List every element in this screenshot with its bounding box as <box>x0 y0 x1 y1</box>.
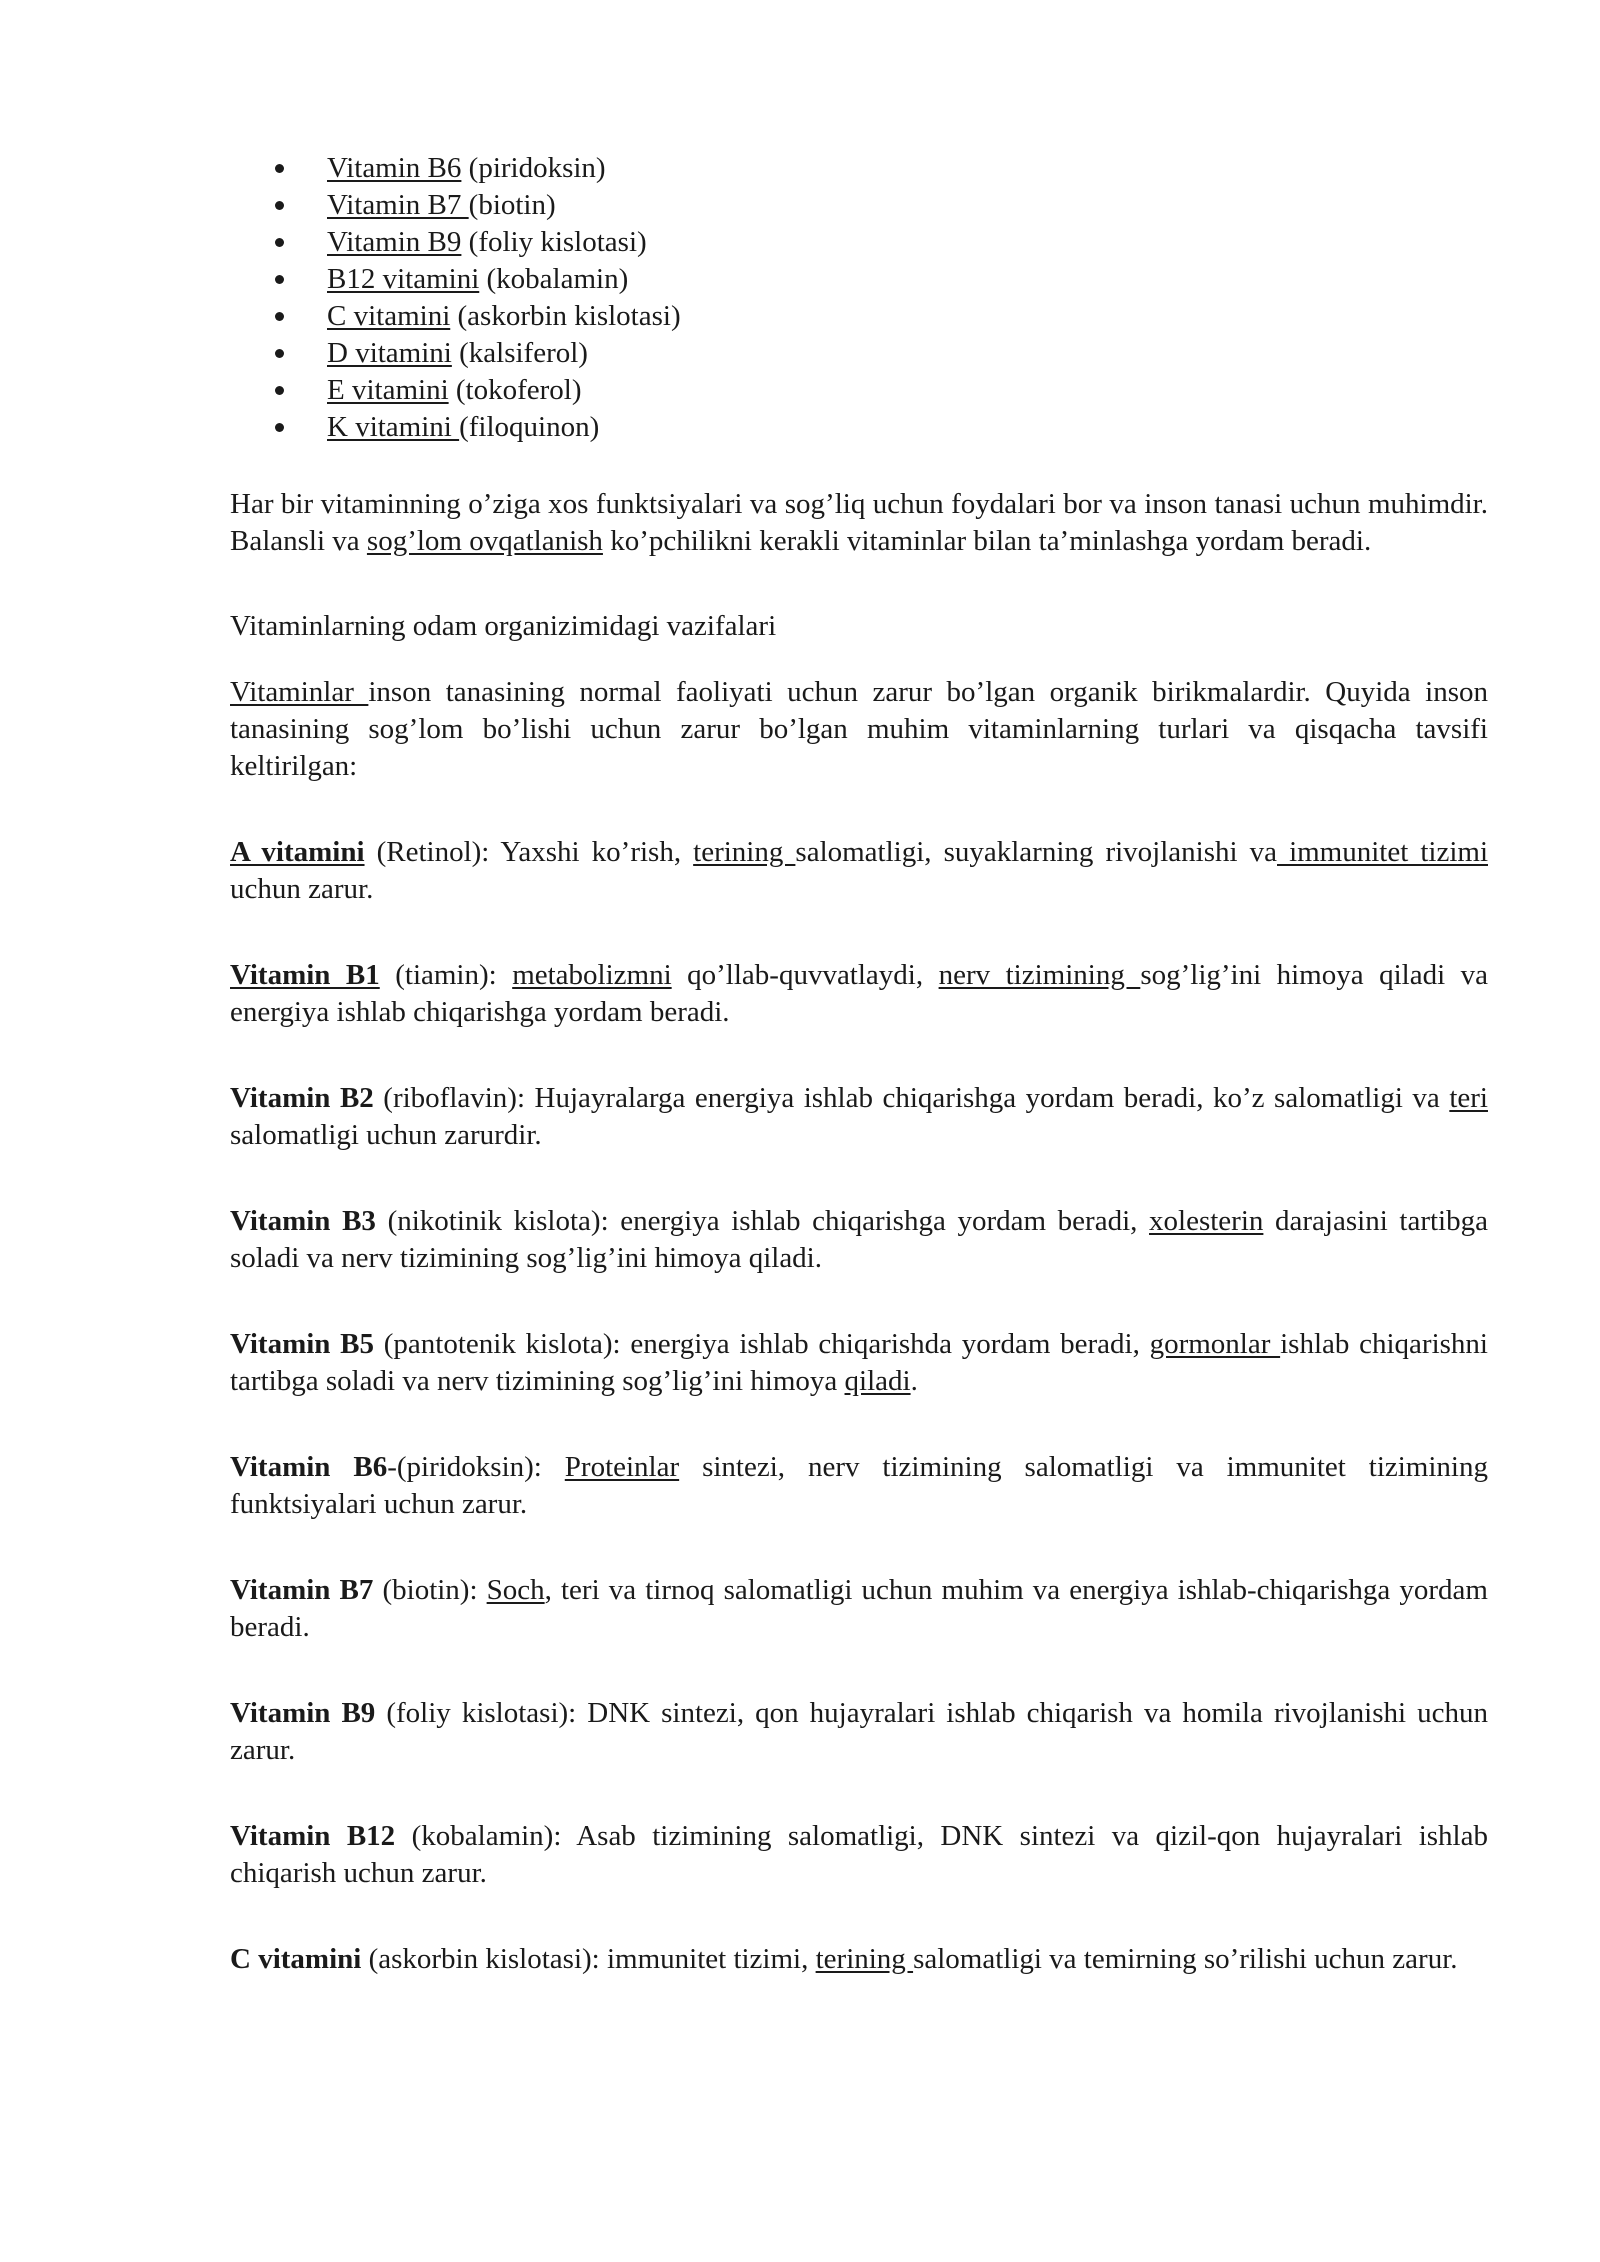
description-text: (Retinol): Yaxshi ko’rish, <box>364 836 694 868</box>
vitamin-link[interactable]: C vitamini <box>327 300 451 332</box>
vitamin-link[interactable]: Vitamin B9 <box>327 226 462 258</box>
bullet-icon <box>275 275 284 284</box>
description-text: salomatligi va temirning so’rilishi uchun zarur. <box>913 1943 1458 1975</box>
vitamin-b3-description <box>230 1203 1488 1277</box>
vitamin-b12-description <box>230 1818 1488 1892</box>
description-text: sog’lig’ini himoya qiladi va energiya ishlab chiqarishga yordam beradi. <box>230 959 1488 1028</box>
intro-text: Har bir vitaminning o’ziga xos funktsiyalari va sog’liq uchun foydalari bor va inson tanasi uchun muhimdir. Balansli va <box>230 488 1488 557</box>
vitamin-b6-title: Vitamin B6 <box>230 1451 388 1483</box>
description-text: (kobalamin): Asab tizimining salomatligi, DNK sintezi va qizil-qon hujayralari ishlab chiqarish uchun zarur. <box>230 1820 1488 1889</box>
lead-text: inson tanasining normal faoliyati uchun zarur bo’lgan organik birikmalardir. Quyida inson tanasining sog’lom bo’lishi uchun zarur bo’lgan muhim vitaminlarning turlari va qisqacha tavsifi keltirilgan: <box>230 676 1488 782</box>
description-text: salomatligi, suyaklarning rivojlanishi va <box>795 836 1277 868</box>
metabolism-link[interactable]: metabolizmni <box>512 959 672 991</box>
vitamin-a-title[interactable]: A vitamini <box>230 836 365 868</box>
list-item-text: (biotin) <box>468 189 556 221</box>
vitamin-b1-title[interactable]: Vitamin B1 <box>230 959 380 991</box>
vitamin-c-description <box>230 1941 1488 1978</box>
description-text: , teri va tirnoq salomatligi uchun muhim va energiya ishlab-chiqarishga yordam beradi. <box>230 1574 1488 1643</box>
description-text: -(piridoksin): <box>387 1451 565 1483</box>
vitamin-link[interactable]: Vitamin B7 <box>327 189 469 221</box>
document-page <box>230 150 1488 1978</box>
description-text: ishlab chiqarishni tartibga soladi va nerv tizimining sog’lig’ini himoya <box>230 1328 1488 1397</box>
bullet-icon <box>275 349 284 358</box>
bullet-icon <box>275 423 284 432</box>
description-text: . <box>910 1365 918 1397</box>
vitamin-b3-title: Vitamin B3 <box>230 1205 376 1237</box>
description-text: (askorbin kislotasi): immunitet tizimi, <box>361 1943 816 1975</box>
vitamin-link[interactable]: Vitamin B6 <box>327 152 462 184</box>
vitamin-list <box>230 150 1488 446</box>
vitamin-b9-description <box>230 1695 1488 1769</box>
hair-link[interactable]: Soch <box>486 1574 545 1606</box>
hormones-link[interactable]: gormonlar <box>1149 1328 1281 1360</box>
list-item <box>327 335 1488 372</box>
description-text: salomatligi uchun zarurdir. <box>230 1119 542 1151</box>
description-text: qo’llab-quvvatlaydi, <box>671 959 939 991</box>
vitamin-link[interactable]: K vitamini <box>327 411 460 443</box>
qiladi-link[interactable]: qiladi <box>844 1365 911 1397</box>
list-item <box>327 224 1488 261</box>
vitamin-b7-description <box>230 1572 1488 1646</box>
list-item <box>327 409 1488 446</box>
description-text: uchun zarur. <box>230 873 374 905</box>
healthy-eating-link[interactable]: sog’lom ovqatlanish <box>366 525 603 557</box>
nervous-system-link[interactable]: nerv tizimining <box>938 959 1141 991</box>
list-item-text: (kobalamin) <box>479 263 629 295</box>
list-item-text: (piridoksin) <box>461 152 606 184</box>
list-item-text: (filoquinon) <box>459 411 600 443</box>
vitamin-b9-title: Vitamin B9 <box>230 1697 376 1729</box>
list-item <box>327 187 1488 224</box>
description-text: (foliy kislotasi): DNK sintezi, qon hujayralari ishlab chiqarish va homila rivojlanishi uchun zarur. <box>230 1697 1488 1766</box>
vitamin-b6-description <box>230 1449 1488 1523</box>
list-item-text: (kalsiferol) <box>451 337 588 369</box>
description-text: (nikotinik kislota): energiya ishlab chiqarishga yordam beradi, <box>375 1205 1150 1237</box>
bullet-icon <box>275 164 284 173</box>
lead-paragraph <box>230 674 1488 785</box>
list-item-text: (tokoferol) <box>448 374 582 406</box>
immune-system-link[interactable]: immunitet tizimi <box>1277 836 1488 868</box>
intro-paragraph <box>230 486 1488 560</box>
cholesterol-link[interactable]: xolesterin <box>1149 1205 1264 1237</box>
vitamin-link[interactable]: B12 vitamini <box>327 263 480 295</box>
list-item-text: (askorbin kislotasi) <box>450 300 681 332</box>
list-item-text: (foliy kislotasi) <box>461 226 647 258</box>
list-item <box>327 150 1488 187</box>
bullet-icon <box>275 238 284 247</box>
vitamin-link[interactable]: D vitamini <box>327 337 452 369</box>
skin-link[interactable]: terining <box>815 1943 914 1975</box>
vitamin-b2-description <box>230 1080 1488 1154</box>
vitamin-b12-title: Vitamin B12 <box>230 1820 396 1852</box>
skin-link[interactable]: terining <box>693 836 796 868</box>
vitamin-b5-description <box>230 1326 1488 1400</box>
bullet-icon <box>275 312 284 321</box>
vitamin-b7-title: Vitamin B7 <box>230 1574 374 1606</box>
intro-text: ko’pchilikni kerakli vitaminlar bilan ta’minlashga yordam beradi. <box>602 525 1372 557</box>
description-text: (riboflavin): Hujayralarga energiya ishlab chiqarishga yordam beradi, ko’z salomatligi va <box>373 1082 1450 1114</box>
bullet-icon <box>275 201 284 210</box>
bullet-icon <box>275 386 284 395</box>
list-item <box>327 261 1488 298</box>
description-text: sintezi, nerv tizimining salomatligi va immunitet tizimining funktsiyalari uchun zarur. <box>230 1451 1488 1520</box>
section-heading: Vitaminlarning odam organizimidagi vazifalari <box>230 610 777 642</box>
vitamin-b2-title: Vitamin B2 <box>230 1082 374 1114</box>
description-text: (biotin): <box>373 1574 487 1606</box>
list-item <box>327 372 1488 409</box>
vitamin-b5-title: Vitamin B5 <box>230 1328 375 1360</box>
skin-link[interactable]: teri <box>1449 1082 1488 1114</box>
description-text: darajasini tartibga soladi va nerv tizimining sog’lig’ini himoya qiladi. <box>230 1205 1488 1274</box>
vitamins-link[interactable]: Vitaminlar <box>230 676 369 708</box>
list-item <box>327 298 1488 335</box>
description-text: (pantotenik kislota): energiya ishlab chiqarishda yordam beradi, <box>374 1328 1150 1360</box>
vitamin-link[interactable]: E vitamini <box>327 374 449 406</box>
vitamin-b1-description <box>230 957 1488 1031</box>
vitamin-c-title: C vitamini <box>230 1943 362 1975</box>
vitamin-a-description <box>230 834 1488 908</box>
description-text: (tiamin): <box>379 959 513 991</box>
proteins-link[interactable]: Proteinlar <box>564 1451 680 1483</box>
